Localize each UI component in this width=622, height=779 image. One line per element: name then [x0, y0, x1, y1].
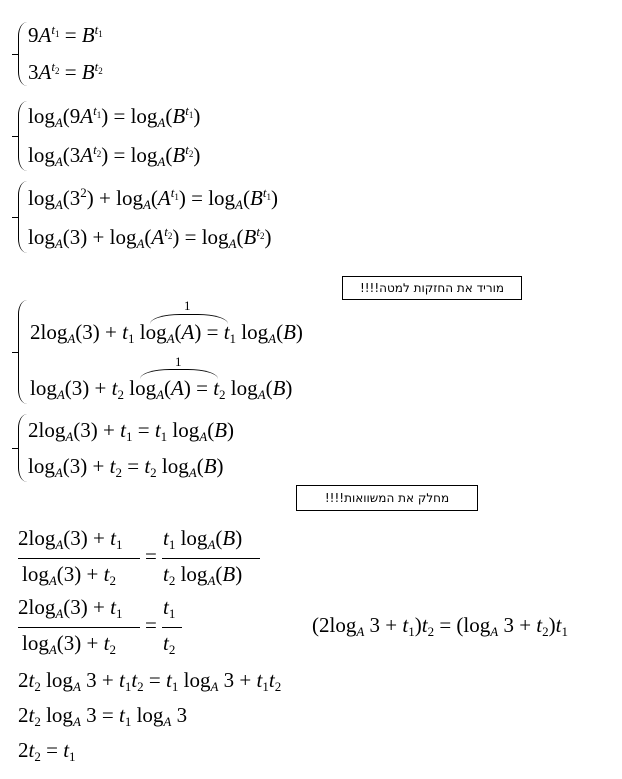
equation-simplified: $2t_2$ $\log_A 3 = t_1$ $\log_A 3$ — [18, 703, 188, 729]
brace-system-1 — [18, 22, 28, 86]
overbrace-label-2: 1 — [175, 354, 182, 369]
overbrace-label-1: 1 — [184, 298, 191, 313]
equation-3b: $\log_A(3) + \log_A(A^{t_2}) = \log_A(B^{t_2})$ — [28, 224, 272, 251]
equation-2a: $\log_A(9A^{t_1}) = \log_A(B^{t_1})$ — [28, 103, 201, 130]
brace-system-4 — [18, 300, 28, 404]
brace-system-2 — [18, 101, 28, 171]
equation-4b: $\log_A(3) + t_2$ $\log_A(A) = t_2$ $\log_A(B)$ — [30, 376, 293, 402]
fraction-2-numerator-right: $t_1$ — [163, 595, 176, 621]
equation-3a: $\log_A(3^2) + \log_A(A^{t_1}) = \log_A(B^{t_1})$ — [28, 185, 278, 212]
note-divide-equations: מחלק את המשוואות!!!! — [296, 485, 478, 511]
fraction-1-denominator-left: $\log_A(3) + t_2$ — [22, 562, 116, 588]
brace-system-3 — [18, 181, 28, 253]
fraction-1-denominator-right: $t_2$ $\log_A(B)$ — [163, 562, 243, 588]
equation-2b: $\log_A(3A^{t_2}) = \log_A(B^{t_2})$ — [28, 142, 201, 169]
fraction-1-equals: = — [145, 544, 157, 568]
equation-5a: $2\log_A(3) + t_1 = t_1$ $\log_A(B)$ — [28, 418, 235, 444]
fraction-2-equals: = — [145, 613, 157, 637]
equation-4a: $2\log_A(3) + t_1$ $\log_A(A) = t_1$ $\log_A(B)$ — [30, 320, 303, 346]
cross-multiplied-equation: ($2\log_A$ $3 + t_1)t_2 = (\log_A$ $3 + t_2)t_1$ — [312, 613, 568, 639]
fraction-2-numerator-left: $2\log_A(3) + t_1$ — [18, 595, 123, 621]
note-lower-exponents: מוריד את החזקות למטה!!!! — [342, 276, 522, 300]
equation-1b: $3A^{t_2} = B^{t_2}$ — [28, 59, 103, 84]
brace-system-5 — [18, 414, 28, 482]
equation-expanded: $2t_2$ $\log_A 3 + t_1t_2 = t_1$ $\log_A 3 + t_1t_2$ — [18, 668, 282, 694]
equation-1a: $9A^{t_1} = B^{t_1}$ — [28, 22, 103, 47]
equation-5b: $\log_A(3) + t_2 = t_2$ $\log_A(B)$ — [28, 454, 224, 480]
fraction-1-numerator-left: $2\log_A(3) + t_1$ — [18, 526, 123, 552]
fraction-2-denominator-right: $t_2$ — [163, 631, 176, 657]
fraction-2-denominator-left: $\log_A(3) + t_2$ — [22, 631, 116, 657]
equation-result: $2t_2 = t_1$ — [18, 738, 76, 764]
fraction-1-numerator-right: $t_1$ $\log_A(B)$ — [163, 526, 243, 552]
